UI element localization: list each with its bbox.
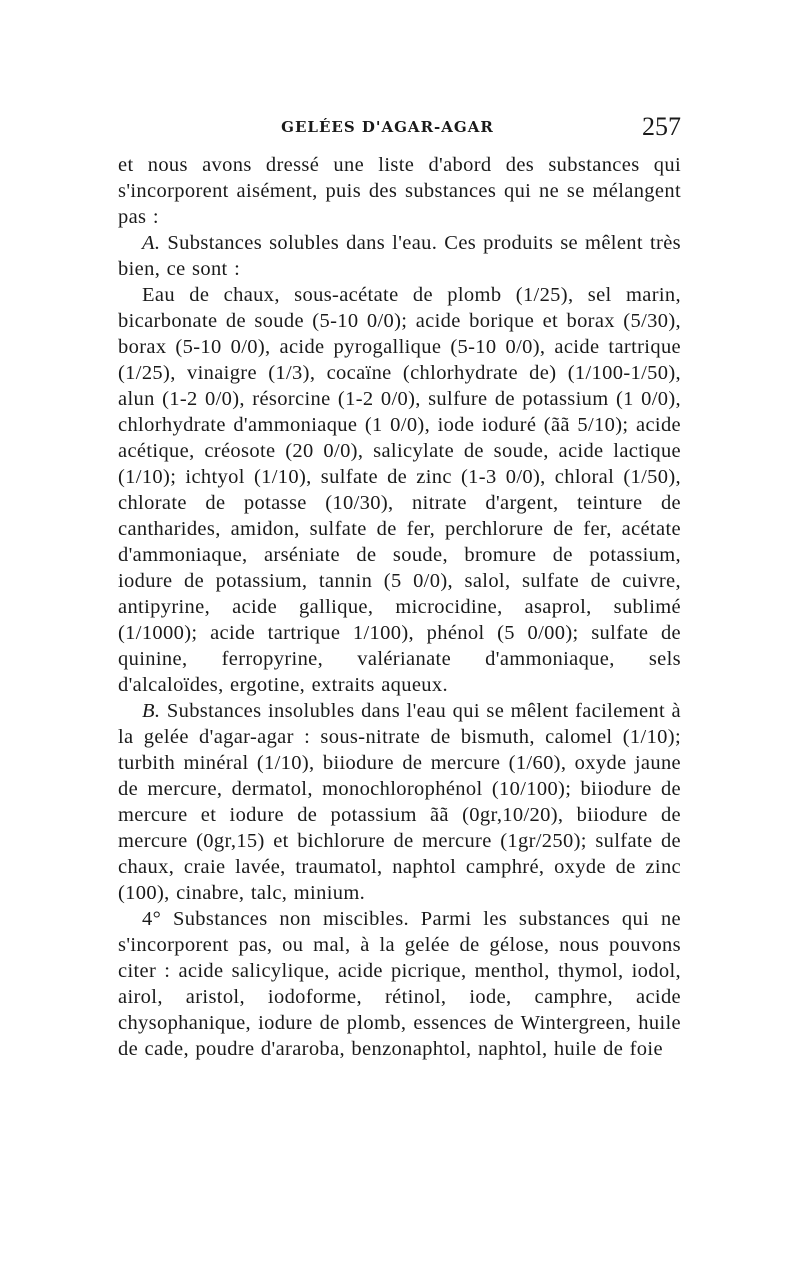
section-b-text: Substances insolubles dans l'eau qui se mêlent facilement à la gelée d'agar-agar : sous-nitrate de bismuth, calomel (1/10); turbith minéral (1/10), biiodure de mercure (1/60), oxyde jaune de mercure, dermatol, monochlorophénol (10/100); biiodure de mercure et iodure de potassium ãã (0gr,10/20), biiodure de mercure (0gr,15) et bichlorure de mercure (1gr/250); sulfate de chaux, craie lavée, traumatol, naphtol camphré, oxyde de zinc (100), cinabre, talc, minium. — [118, 700, 681, 904]
section-a-label: A. — [142, 232, 161, 254]
page-number: 257 — [642, 112, 681, 141]
intro-paragraph: et nous avons dressé une liste d'abord des substances qui s'incorporent aisément, puis des substances qui ne se mélangent pas : — [118, 154, 681, 228]
section-b-label: B. — [142, 700, 161, 722]
section-a-heading: Substances solubles dans l'eau. Ces produits se mêlent très bien, ce sont : — [118, 232, 681, 280]
section-a-heading-paragraph — [118, 230, 681, 282]
section-b-paragraph — [118, 698, 681, 906]
book-page — [118, 112, 681, 1062]
running-title: GELÉES D'AGAR-AGAR — [281, 118, 494, 136]
running-head — [118, 112, 681, 148]
section-4-paragraph: 4° Substances non miscibles. Parmi les substances qui ne s'incorporent pas, ou mal, à la gelée de gélose, nous pouvons citer : acide salicylique, acide picrique, menthol, thymol, iodol, airol, aristol, iodoforme, rétinol, iode, camphre, acide chysophanique, iodure de plomb, essences de Wintergreen, huile de cade, poudre d'araroba, benzonaphtol, naphtol, huile de foie — [118, 908, 681, 1060]
section-a-list-paragraph: Eau de chaux, sous-acétate de plomb (1/25), sel marin, bicarbonate de soude (5-10 0/0); acide borique et borax (5/30), borax (5-10 0/0), acide pyrogallique (5-10 0/0), acide tartrique (1/25), vinaigre (1/3), cocaïne (chlorhydrate de) (1/100-1/50), alun (1-2 0/0), résorcine (1-2 0/0), sulfure de potassium (1 0/0), chlorhydrate d'ammoniaque (1 0/0), iode ioduré (ãã 5/10); acide acétique, créosote (20 0/0), salicylate de soude, acide lactique (1/10); ichtyol (1/10), sulfate de zinc (1-3 0/0), chloral (1/50), chlorate de potasse (10/30), nitrate d'argent, teinture de cantharides, amidon, sulfate de fer, perchlorure de fer, acétate d'ammoniaque, arséniate de soude, bromure de potassium, iodure de potassium, tannin (5 0/0), salol, sulfate de cuivre, antipyrine, acide gallique, microcidine, asaprol, sublimé (1/1000); acide tartrique 1/100), phénol (5 0/00); sulfate de quinine, ferropyrine, valérianate d'ammoniaque, sels d'alcaloïdes, ergotine, extraits aqueux. — [118, 284, 681, 696]
